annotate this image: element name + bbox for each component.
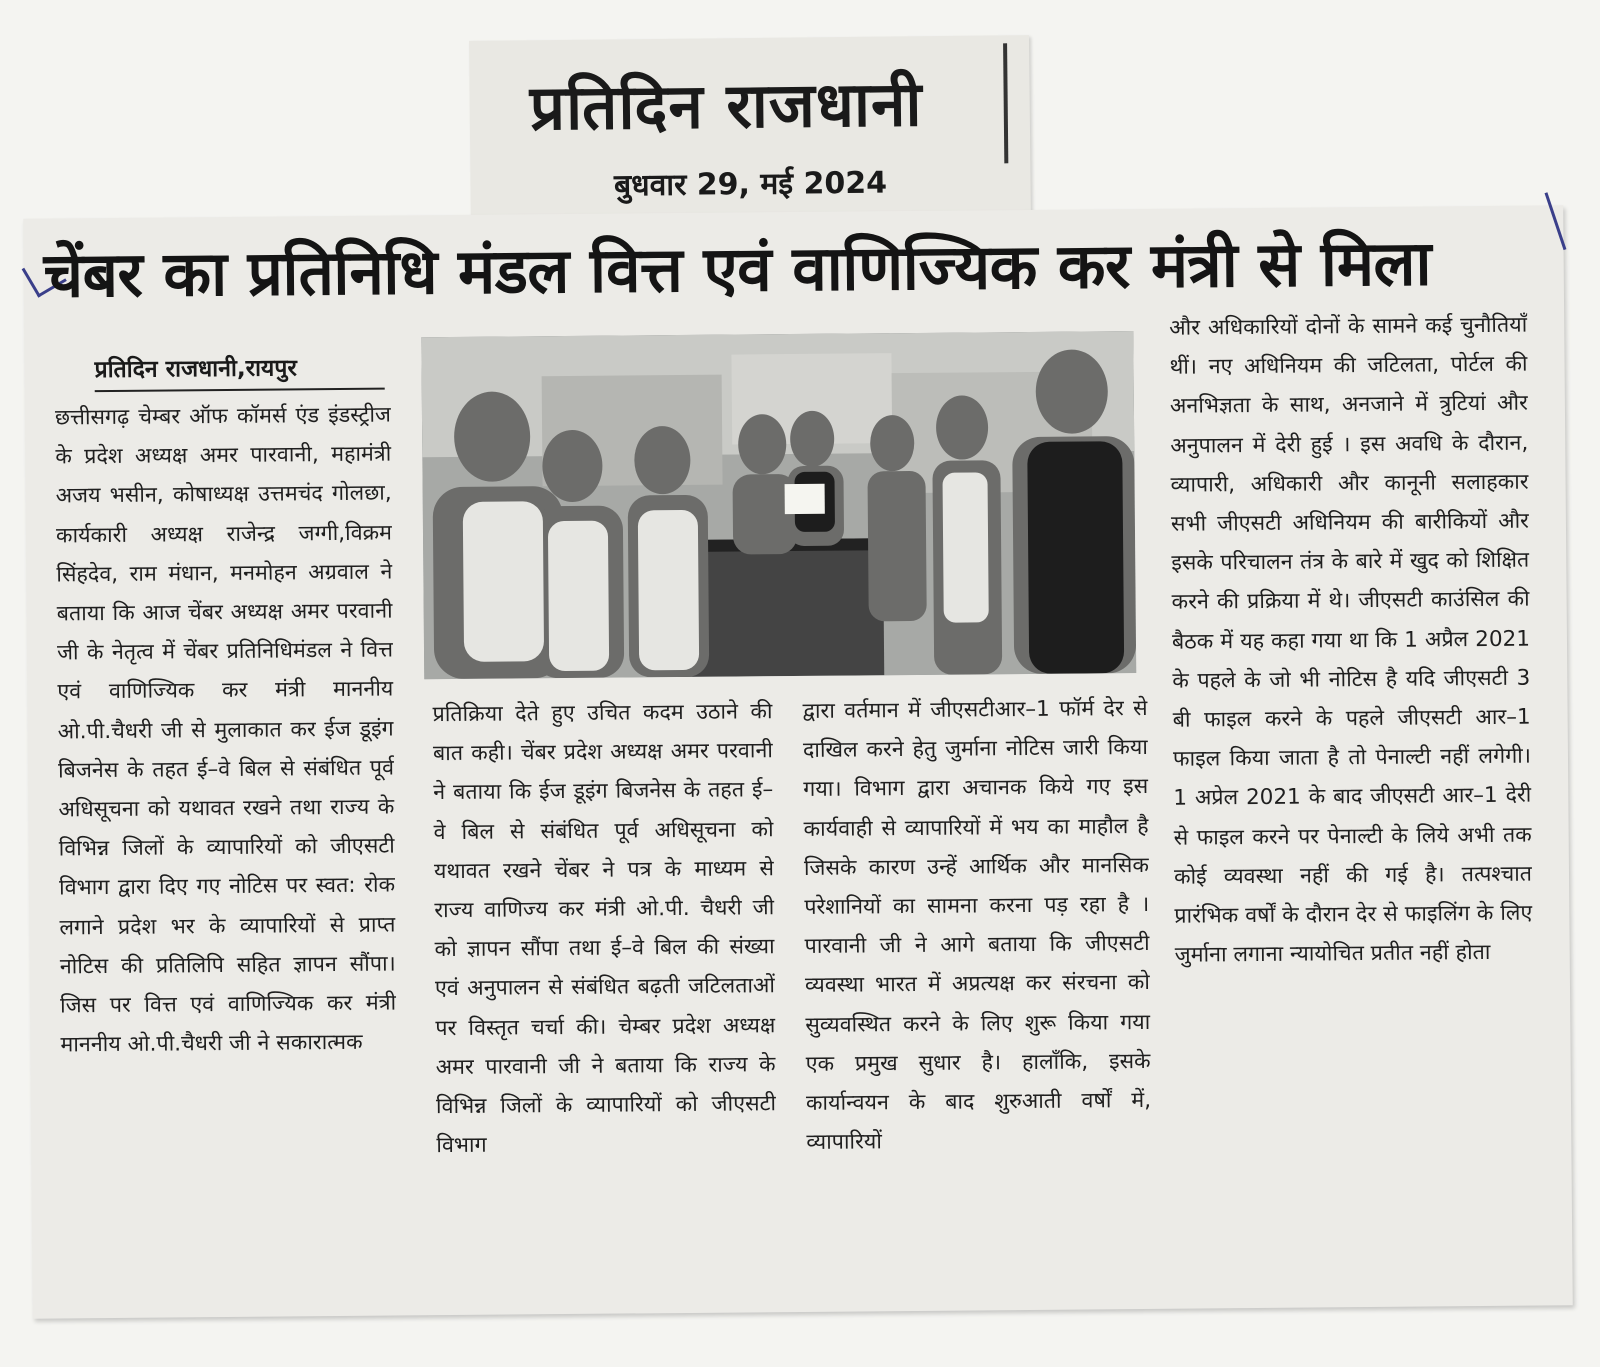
article-clipping bbox=[23, 205, 1573, 1318]
group-photo-icon bbox=[421, 331, 1136, 679]
masthead-clipping bbox=[469, 35, 1031, 231]
article-column-1: छत्तीसगढ़ चेम्बर ऑफ कॉमर्स एंड इंडस्ट्रीज के प्रदेश अध्यक्ष अमर पारवानी, महामंत्री अजय भसीन, कोषाध्यक्ष उत्तमचंद गोलछा, कार्यकारी अध्यक्ष राजेन्द्र जग्गी,विक्रम सिंहदेव, राम मंधान, मनमोहन अग्रवाल ने बताया कि आज चेंबर अध्यक्ष अमर परवानी जी के नेतृत्व में चेंबर प्रतिनिधिमंडल ने वित्त एवं वाणिज्यिक कर मंत्री माननीय ओ.पी.चैधरी जी से मुलाकात कर ईज डूइंग बिजनेस के तहत ई–वे बिल से संबंधित पूर्व अधिसूचना को यथावत रखने तथा राज्य के विभिन्न जिलों के व्यापारियों को जीएसटी विभाग द्वारा दिए गए नोटिस पर स्वत: रोक लगाने प्रदेश भर के व्यापारियों से प्राप्त नोटिस की प्रतिलिपि सहित ज्ञापन सौंपा। जिस पर वित्त एवं वाणिज्यिक कर मंत्री माननीय ओ.पी.चैधरी जी ने सकारात्मक bbox=[54, 402, 397, 1058]
article-headline: चेंबर का प्रतिनिधि मंडल वित्त एवं वाणिज्यिक कर मंत्री से मिला bbox=[43, 226, 1432, 312]
article-column-3: द्वारा वर्तमान में जीएसटीआर–1 फॉर्म देर से दाखिल करने हेतु जुर्माना नोटिस जारी किया गया। विभाग द्वारा अचानक किये गए इस कार्यवाही से व्यापारियों में भय का माहौल है जिसके कारण उन्हें आर्थिक और मानसिक परेशानियों का सामना करना पड़ रहा है । पारवानी जी ने आगे बताया कि जीएसटी व्यवस्था भारत में अप्रत्यक्ष कर संरचना को सुव्यवस्थित करने के लिए शुरू किया गया एक प्रमुख सुधार है। हालाँकि, इसके कार्यान्वयन के बाद शुरुआती वर्षों में, व्यापारियों bbox=[802, 695, 1152, 1156]
newspaper-name: प्रतिदिन राजधानी bbox=[529, 67, 923, 145]
publication-date: बुधवार 29, मई 2024 bbox=[613, 165, 888, 204]
article-byline: प्रतिदिन राजधानी,रायपुर bbox=[94, 350, 384, 393]
article-column-4: और अधिकारियों दोनों के सामने कई चुनौतियाँ थीं। नए अधिनियम की जटिलता, पोर्टल की अनभिज्ञता के साथ, अनजाने में त्रुटियां और अनुपालन में देरी हुई । इस अवधि के दौरान, व्यापारी, अधिकारी और कानूनी सलाहकार सभी जीएसटी अधिनियम की बारीकियों और इसके परिचालन तंत्र के बारे में खुद को शिक्षित करने की प्रक्रिया में थे। जीएसटी काउंसिल की बैठक में यह कहा गया था कि 1 अप्रैल 2021 के पहले के जो भी नोटिस है यदि जीएसटी 3 बी फाइल करने के पहले जीएसटी आर–1 फाइल किया जाता है तो पेनाल्टी नहीं लगेगी। 1 अप्रेल 2021 के बाद जीएसटी आर–1 देरी से फाइल करने पर पेनाल्टी के लिये अभी तक कोई व्यवस्था नहीं की गई है। तत्पश्चात प्रारंभिक वर्षों के दौरान देर से फाइलिंग के लिए जुर्माना लगाना न्यायोचित प्रतीत नहीं होता bbox=[1169, 312, 1533, 968]
group-photo bbox=[421, 331, 1136, 679]
masthead-border-line bbox=[1003, 43, 1008, 163]
article-column-2: प्रतिक्रिया देते हुए उचित कदम उठाने की बात कही। चेंबर प्रदेश अध्यक्ष अमर परवानी ने बताया कि ईज डूइंग बिजनेस के तहत ई–वे बिल से संबंधित पूर्व अधिसूचना को यथावत रखने चेंबर ने पत्र के माध्यम से राज्य वाणिज्य कर मंत्री ओ.पी. चैधरी जी को ज्ञापन सौंपा तथा ई–वे बिल की संख्या एवं अनुपालन से संबंधित बढ़ती जटिलताओं पर विस्तृत चर्चा की। चेम्बर प्रदेश अध्यक्ष अमर पारवानी जी ने बताया कि राज्य के विभिन्न जिलों के व्यापारियों को जीएसटी विभाग bbox=[432, 699, 777, 1159]
